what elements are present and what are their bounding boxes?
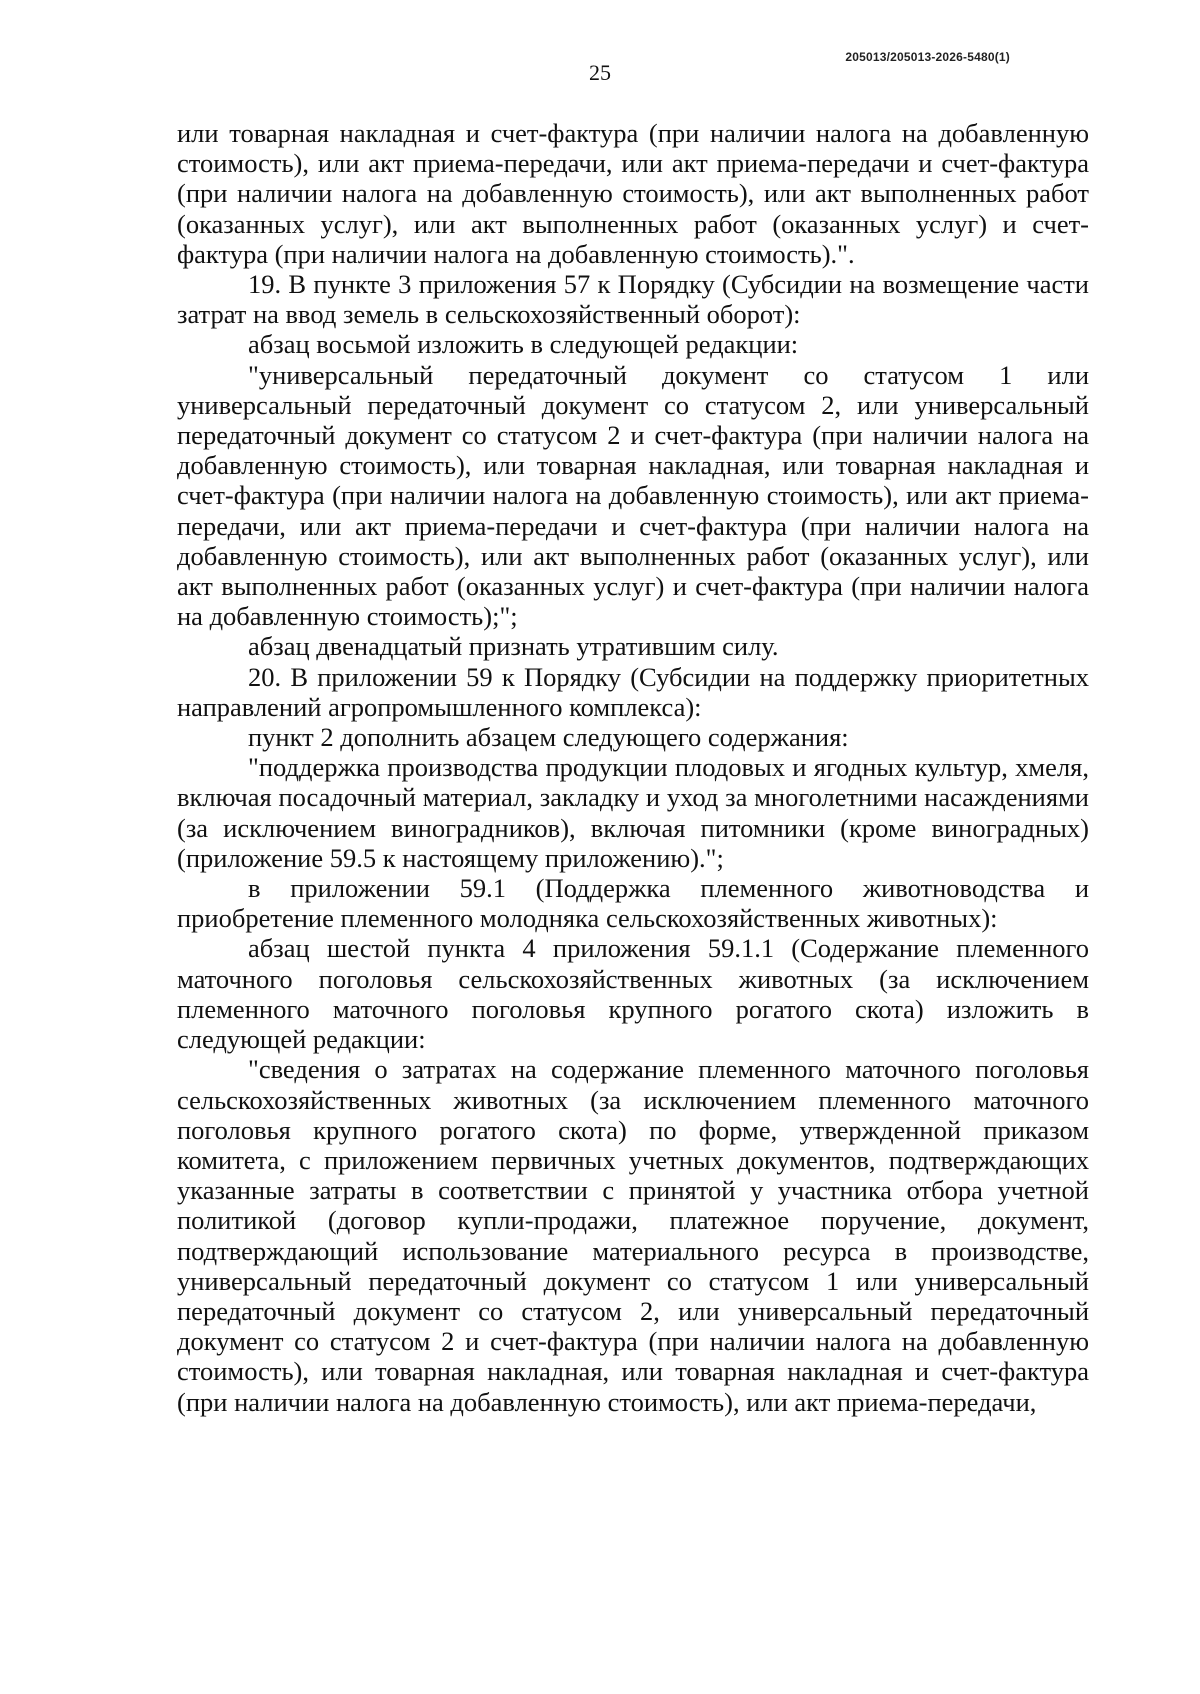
paragraph-item-19: 19. В пункте 3 приложения 57 к Порядку (Субсидии на возмещение части затрат на ввод земель в сельскохозяйственный оборот): [177,269,1089,330]
paragraph-instruction: в приложении 59.1 (Поддержка племенного животноводства и приобретение племенного молодняка сельскохозяйственных животных): [177,873,1089,934]
paragraph-instruction: абзац шестой пункта 4 приложения 59.1.1 (Содержание племенного маточного поголовья сельскохозяйственных животных (за исключением племенного маточного поголовья крупного рогатого скота) изложить в следующей редакции: [177,933,1089,1055]
paragraph-quoted-text: "сведения о затратах на содержание племенного маточного поголовья сельскохозяйственных животных (за исключением племенного маточного поголовья крупного рогатого скота) по форме, утвержденной приказом комитета, с приложением первичных учетных документов, подтверждающих указанные затраты в соответствии с принятой у участника отбора учетной политикой (договор купли-продажи, платежное поручение, документ, подтверждающий использование материального ресурса в производстве, универсальный передаточный документ со статусом 1 или универсальный передаточный документ со статусом 2, или универсальный передаточный документ со статусом 2 и счет-фактура (при наличии налога на добавленную стоимость), или товарная накладная, или товарная накладная и счет-фактура (при наличии налога на добавленную стоимость), или акт приема-передачи, [177,1054,1089,1417]
document-id: 205013/205013-2026-5480(1) [845,50,1010,64]
document-body [177,118,1089,1417]
paragraph-instruction: абзац восьмой изложить в следующей редакции: [248,329,799,360]
paragraph-continuation: или товарная накладная и счет-фактура (при наличии налога на добавленную стоимость), или акт приема-передачи, или акт приема-передачи и счет-фактура (при наличии налога на добавленную стоимость), или акт выполненных работ (оказанных услуг), или акт выполненных работ (оказанных услуг) и счет-фактура (при наличии налога на добавленную стоимость).". [177,118,1089,269]
paragraph-item-20: 20. В приложении 59 к Порядку (Субсидии на поддержку приоритетных направлений агропромышленного комплекса): [177,661,1089,722]
page-number: 25 [589,60,611,85]
paragraph-quoted-text: "универсальный передаточный документ со статусом 1 или универсальный передаточный документ со статусом 2, или универсальный передаточный документ со статусом 2 и счет-фактура (при наличии налога на добавленную стоимость), или товарная накладная, или товарная накладная и счет-фактура (при наличии налога на добавленную стоимость), или акт приема-передачи, или акт приема-передачи и счет-фактура (при наличии налога на добавленную стоимость), или акт выполненных работ (оказанных услуг), или акт выполненных работ (оказанных услуг) и счет-фактура (при наличии налога на добавленную стоимость);"; [177,359,1089,632]
paragraph-instruction: абзац двенадцатый признать утратившим силу. [248,631,779,662]
paragraph-quoted-text: "поддержка производства продукции плодовых и ягодных культур, хмеля, включая посадочный материал, закладку и уход за многолетними насаждениями (за исключением виноградников), включая питомники (кроме виноградных) (приложение 59.5 к настоящему приложению)."; [177,752,1089,873]
paragraph-instruction: пункт 2 дополнить абзацем следующего содержания: [248,722,849,753]
